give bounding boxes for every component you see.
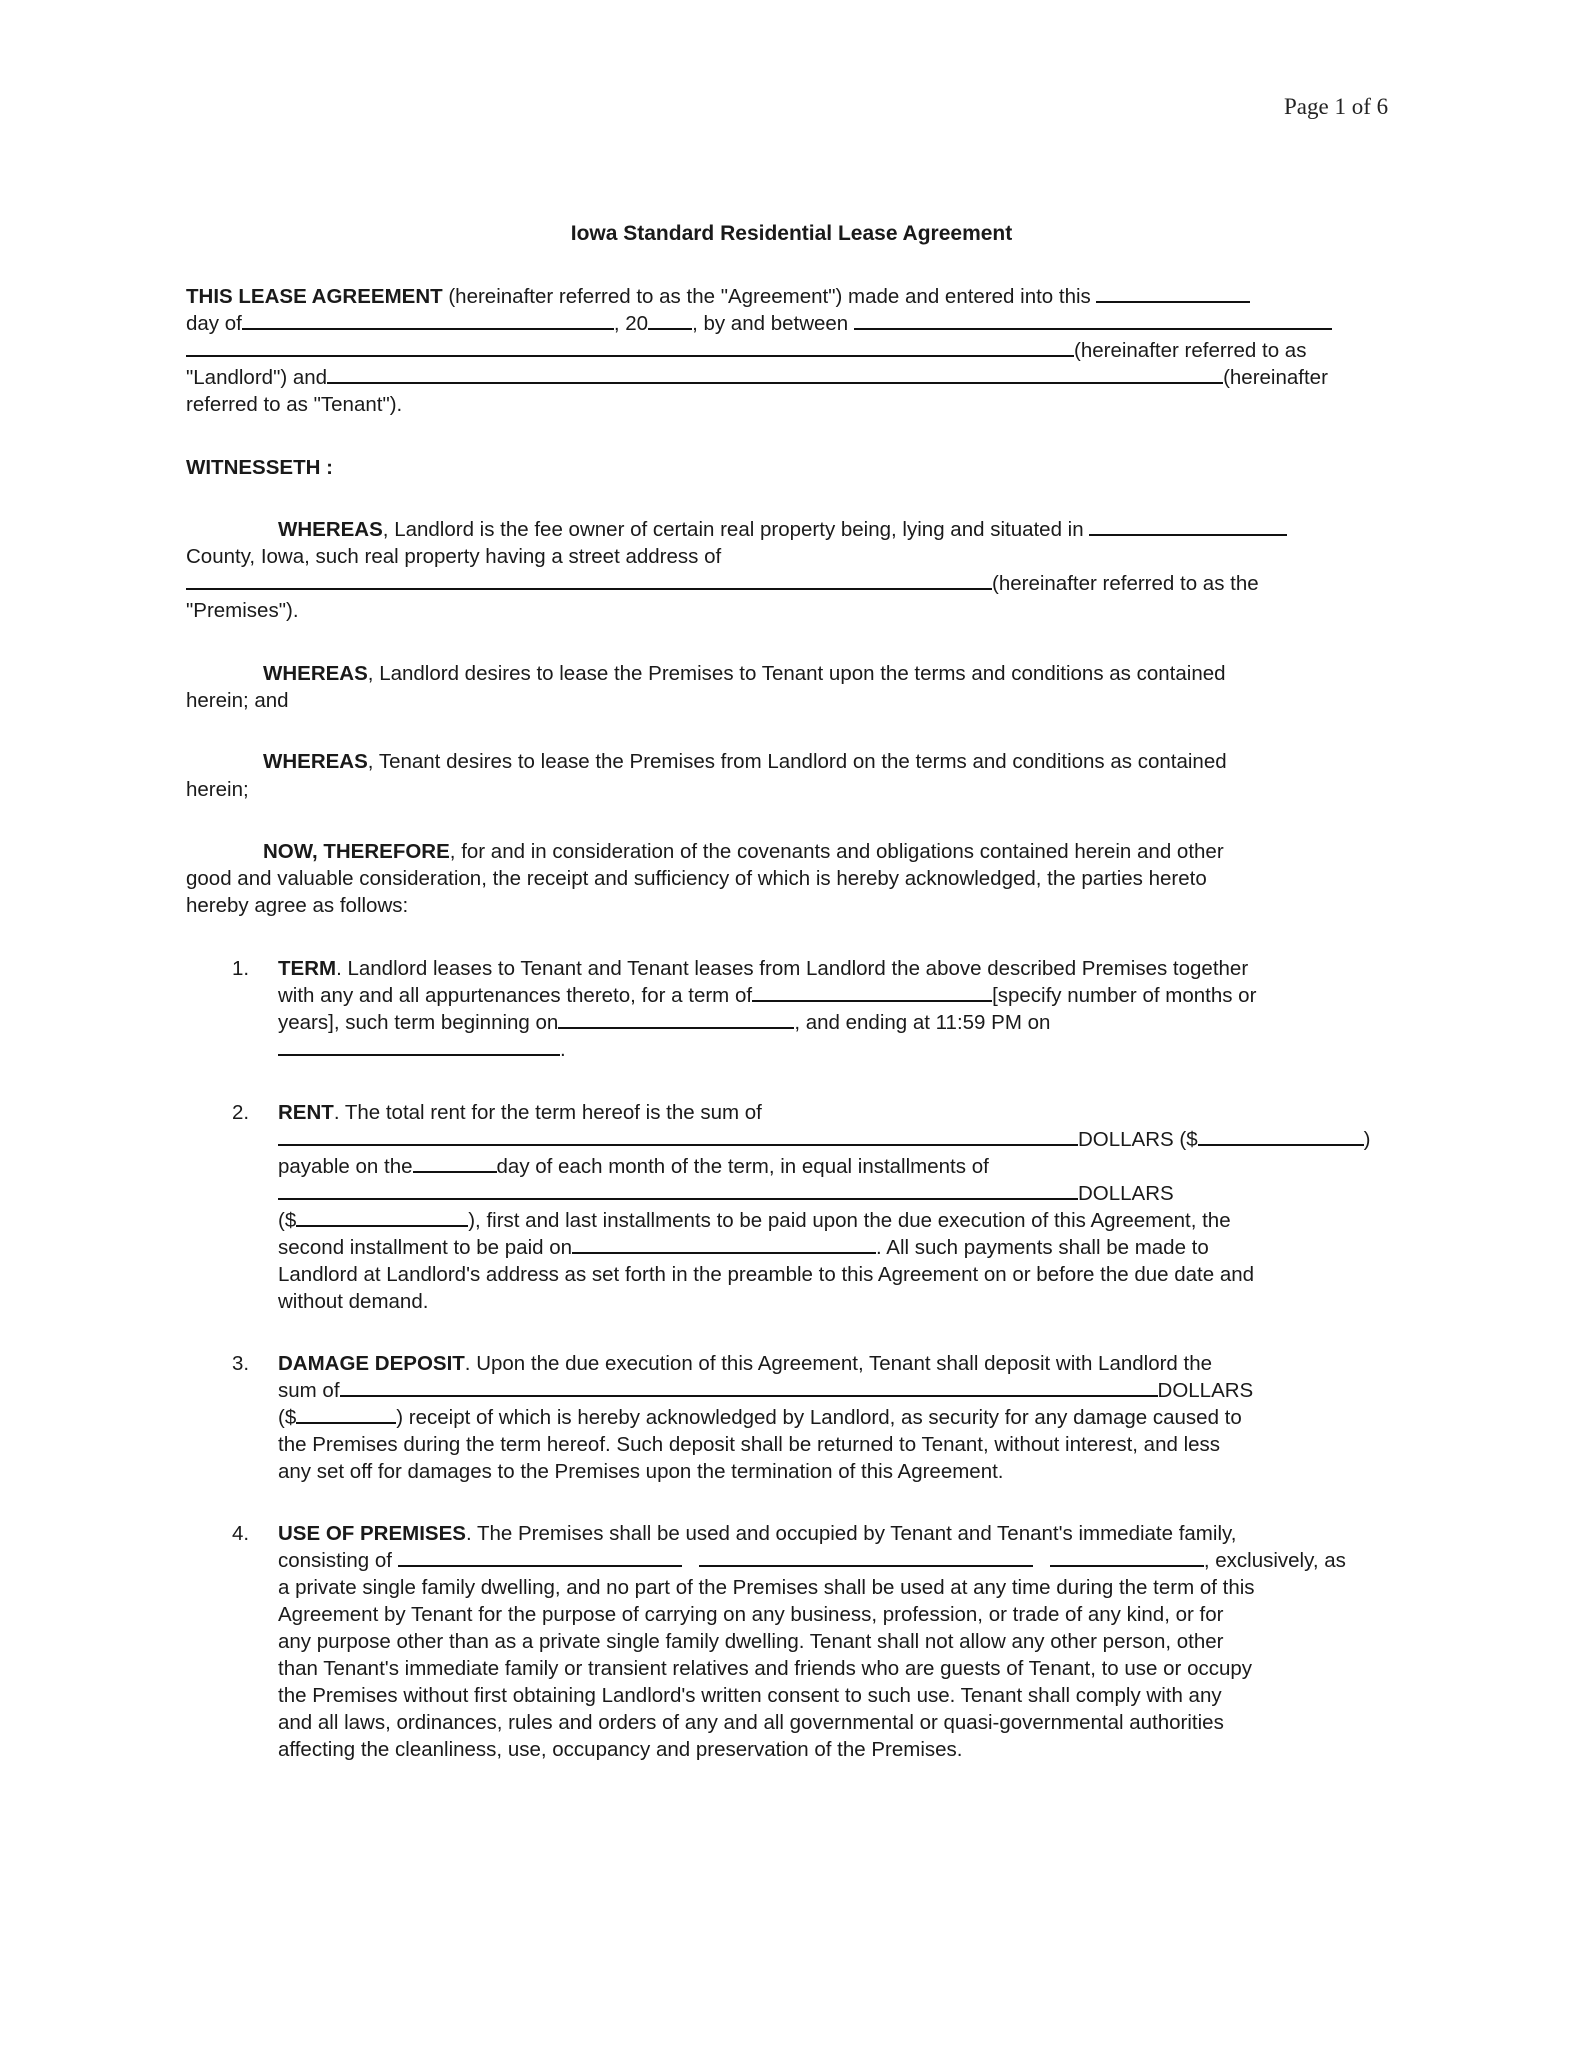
whereas2-line-2: herein; and [186,689,289,712]
section-1-number: 1. [232,957,250,980]
section-2-heading: RENT [278,1101,334,1124]
section-4-line-6: than Tenant's immediate family or transient relatives and friends who are guests of Tenant, to use or occupy [278,1657,1253,1680]
blank-occupant-3[interactable] [1050,1547,1204,1567]
section-3-heading: DAMAGE DEPOSIT [278,1352,465,1375]
whereas1-line-4: "Premises"). [186,599,299,622]
preamble-line-3: (hereinafter referred to as [186,337,1306,364]
section-2-line-4: DOLLARS [278,1180,1174,1207]
whereas1-line-3: (hereinafter referred to as the [186,570,1259,597]
section-4-line-5: any purpose other than as a private single family dwelling. Tenant shall not allow any other person, other [278,1630,1224,1653]
document-title: Iowa Standard Residential Lease Agreement [570,222,1013,245]
blank-installment-words[interactable] [278,1180,1078,1200]
preamble-line-5: referred to as "Tenant"). [186,393,403,416]
section-2-line-1: RENT. The total rent for the term hereof is the sum of [278,1101,762,1124]
section-3-line-4: the Premises during the term hereof. Such deposit shall be returned to Tenant, without interest, and less [278,1433,1221,1456]
blank-landlord-name[interactable] [854,310,1332,330]
blank-tenant-name[interactable] [327,364,1223,384]
section-4-line-1: USE OF PREMISES. The Premises shall be used and occupied by Tenant and Tenant's immediate family, [278,1522,1237,1545]
whereas1-line-1: WHEREAS, Landlord is the fee owner of certain real property being, lying and situated in [278,516,1287,543]
section-4-line-8: and all laws, ordinances, rules and orders of any and all governmental or quasi-governmental authorities [278,1711,1224,1734]
preamble-line-4: "Landlord") and (hereinafter [186,366,1328,389]
section-4-line-9: affecting the cleanliness, use, occupancy and preservation of the Premises. [278,1738,963,1761]
section-4-number: 4. [232,1522,250,1545]
section-2-line-3: payable on the day of each month of the term, in equal installments of [278,1155,989,1178]
section-4-line-2: consisting of , exclusively, as [278,1549,1346,1572]
whereas3-line-2: herein; [186,778,249,801]
blank-landlord-name-cont[interactable] [186,337,1074,357]
blank-term-length[interactable] [752,982,992,1002]
preamble-lead: THIS LEASE AGREEMENT [186,285,443,308]
whereas1-line-2: County, Iowa, such real property having a street address of [186,545,722,568]
section-2-line-7: Landlord at Landlord's address as set forth in the preamble to this Agreement on or before the due date and [278,1263,1255,1286]
section-3-line-5: any set off for damages to the Premises upon the termination of this Agreement. [278,1460,1004,1483]
section-2-number: 2. [232,1101,250,1124]
section-4-line-7: the Premises without first obtaining Landlord's written consent to such use. Tenant shall comply with any [278,1684,1222,1707]
blank-day[interactable] [1096,283,1250,303]
blank-term-start[interactable] [558,1009,794,1029]
blank-second-installment-date[interactable] [572,1234,876,1254]
whereas2-line-1: WHEREAS, Landlord desires to lease the Premises to Tenant upon the terms and conditions as contained [263,662,1226,685]
section-1-heading: TERM [278,957,337,980]
now-therefore-line-2: good and valuable consideration, the receipt and sufficiency of which is hereby acknowledged, the parties hereto [186,867,1207,890]
section-1-line-1: TERM. Landlord leases to Tenant and Tenant leases from Landlord the above described Premises together [278,957,1249,980]
blank-installment-amount[interactable] [296,1207,468,1227]
section-2-line-6: second installment to be paid on . All such payments shall be made to [278,1236,1209,1259]
witnesseth-heading: WITNESSETH : [186,456,333,479]
section-2-line-2: DOLLARS ($ ) [278,1126,1370,1153]
page-number: Page 1 of 6 [1284,94,1389,119]
blank-payment-day[interactable] [413,1153,497,1173]
blank-term-end[interactable] [278,1036,560,1056]
section-4-line-4: Agreement by Tenant for the purpose of carrying on any business, profession, or trade of any kind, or for [278,1603,1224,1626]
section-1-line-3: years], such term beginning on , and ending at 11:59 PM on [278,1011,1051,1034]
blank-county[interactable] [1089,516,1287,536]
preamble-line-1: THIS LEASE AGREEMENT (hereinafter referred to as the "Agreement") made and entered into this [186,283,1250,310]
section-4-line-3: a private single family dwelling, and no part of the Premises shall be used at any time during the term of this [278,1576,1255,1599]
section-2-line-5: ($ ), first and last installments to be paid upon the due execution of this Agreement, the [278,1209,1231,1232]
blank-street-address[interactable] [186,570,992,590]
blank-month[interactable] [242,310,614,330]
blank-occupant-2[interactable] [699,1547,1033,1567]
blank-total-rent-words[interactable] [278,1126,1078,1146]
section-4-heading: USE OF PREMISES [278,1522,466,1545]
section-2-line-8: without demand. [278,1290,429,1313]
preamble-line-2: day of , 20 , by and between [186,310,1332,337]
blank-deposit-words[interactable] [340,1377,1158,1397]
section-1-line-4: . [278,1036,566,1063]
section-1-line-2: with any and all appurtenances thereto, for a term of [specify number of months or [278,984,1257,1007]
section-3-number: 3. [232,1352,250,1375]
blank-total-rent-amount[interactable] [1198,1126,1364,1146]
blank-occupant-1[interactable] [398,1547,682,1567]
blank-year[interactable] [648,310,692,330]
section-3-line-3: ($ ) receipt of which is hereby acknowledged by Landlord, as security for any damage caused to [278,1406,1242,1429]
now-therefore-line-1: NOW, THEREFORE, for and in consideration of the covenants and obligations contained herein and other [263,840,1224,863]
now-therefore-line-3: hereby agree as follows: [186,894,409,917]
section-3-line-1: DAMAGE DEPOSIT. Upon the due execution of this Agreement, Tenant shall deposit with Landlord the [278,1352,1213,1375]
whereas3-line-1: WHEREAS, Tenant desires to lease the Premises from Landlord on the terms and conditions as contained [263,750,1227,773]
blank-deposit-amount[interactable] [296,1404,396,1424]
section-3-line-2: sum of DOLLARS [278,1379,1254,1402]
